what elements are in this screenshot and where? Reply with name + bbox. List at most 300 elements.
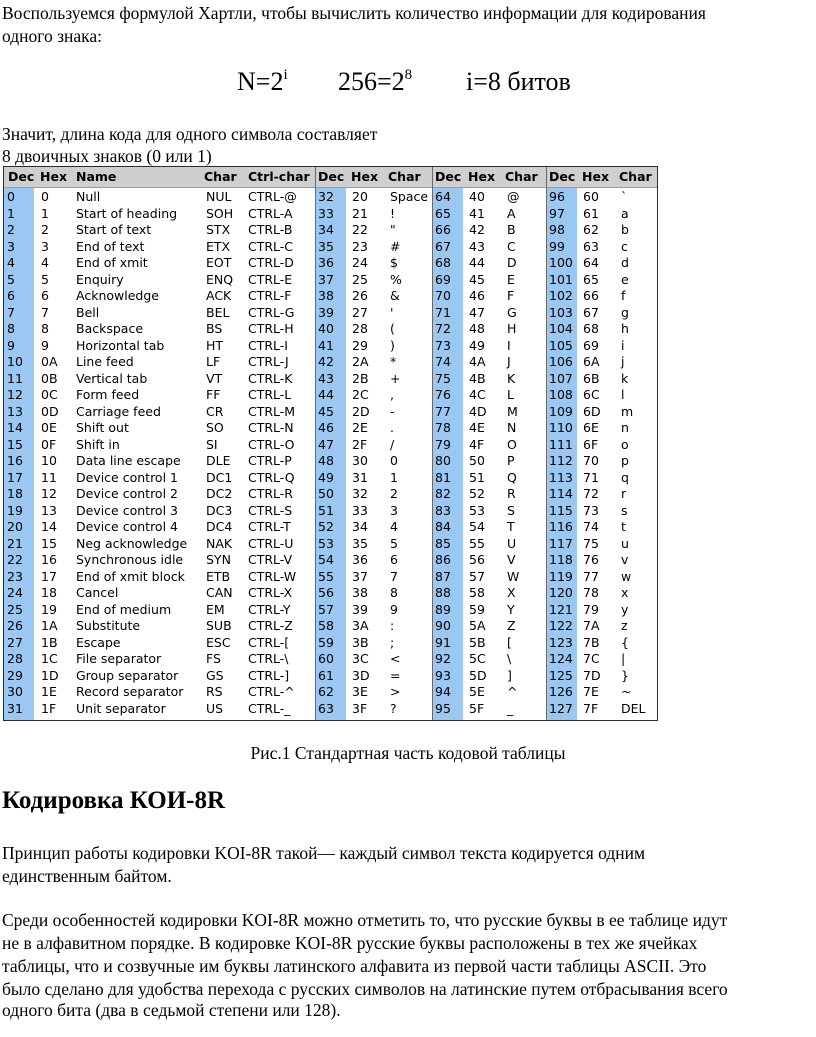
cell-char: ; <box>390 634 395 650</box>
cell-hex: 40 <box>469 189 485 204</box>
cell-hex: 32 <box>352 486 368 501</box>
cell-ctrl: CTRL-\ <box>248 651 289 666</box>
cell-hex: 1F <box>41 700 57 716</box>
cell-char: l <box>621 387 625 402</box>
cell-name: Bell <box>76 304 100 320</box>
cell-dec: 33 <box>318 205 334 221</box>
cell-dec: 98 <box>549 222 565 237</box>
cell-ctrl: CTRL-S <box>248 502 293 518</box>
cell-char: Z <box>507 618 516 633</box>
cell-char: m <box>621 403 634 419</box>
cell-hex: 28 <box>352 321 368 336</box>
cell-ctrl: CTRL-[ <box>248 634 290 650</box>
column-header-ctrl: Ctrl-char <box>248 169 310 184</box>
cell-dec: 120 <box>549 585 573 600</box>
cell-hex: 6F <box>583 436 599 452</box>
cell-char: X <box>507 585 516 600</box>
cell-char: - <box>390 403 395 419</box>
cell-dec: 47 <box>318 436 334 452</box>
column-header-name: Name <box>76 169 117 184</box>
cell-char: 6 <box>390 552 398 567</box>
cell-dec: 95 <box>435 700 451 716</box>
cell-dec: 79 <box>435 436 451 452</box>
cell-char: ? <box>390 700 397 716</box>
cell-name: Device control 1 <box>76 469 178 485</box>
cell-ctrl: CTRL-D <box>248 255 294 270</box>
cell-hex: 16 <box>41 552 57 567</box>
cell-hex: 2E <box>352 420 368 435</box>
cell-hex: 26 <box>352 288 368 303</box>
cell-char: F <box>507 288 515 303</box>
cell-char: P <box>507 453 515 468</box>
cell-dec: 42 <box>318 354 334 369</box>
cell-dec: 82 <box>435 486 451 501</box>
cell-char: ESC <box>206 634 231 650</box>
cell-char: CAN <box>206 585 233 600</box>
cell-char: V <box>507 552 516 567</box>
cell-char: n <box>621 420 629 435</box>
cell-hex: 50 <box>469 453 485 468</box>
cell-char: b <box>621 222 629 237</box>
cell-hex: 31 <box>352 469 368 485</box>
column-header-hex: Hex <box>40 169 68 184</box>
cell-char: K <box>507 370 516 386</box>
cell-dec: 21 <box>7 535 23 551</box>
cell-dec: 3 <box>7 238 15 254</box>
cell-char: ) <box>390 337 395 353</box>
cell-char: M <box>507 403 518 419</box>
cell-char: ETB <box>206 568 231 584</box>
cell-char: r <box>621 486 627 501</box>
cell-char: N <box>507 420 517 435</box>
cell-hex: 27 <box>352 304 368 320</box>
cell-hex: 6A <box>583 354 600 369</box>
cell-hex: 11 <box>41 469 57 485</box>
cell-dec: 26 <box>7 618 23 633</box>
cell-hex: 3A <box>352 618 369 633</box>
cell-name: Backspace <box>76 321 144 336</box>
cell-dec: 64 <box>435 189 451 204</box>
cell-ctrl: CTRL-C <box>248 238 294 254</box>
cell-hex: 7C <box>583 651 600 666</box>
column-header-dec: Dec <box>8 169 35 184</box>
cell-dec: 111 <box>549 436 573 452</box>
cell-dec: 106 <box>549 354 573 369</box>
cell-char: = <box>390 667 401 683</box>
cell-char: SI <box>206 436 218 452</box>
cell-char: & <box>390 288 400 303</box>
ascii-group-2 <box>315 167 432 720</box>
cell-hex: 68 <box>583 321 599 336</box>
cell-char: ETX <box>206 238 231 254</box>
cell-hex: 46 <box>469 288 485 303</box>
cell-hex: 2 <box>41 222 49 237</box>
cell-dec: 39 <box>318 304 334 320</box>
column-header-dec: Dec <box>549 169 576 184</box>
cell-char: CR <box>206 403 224 419</box>
cell-name: Substitute <box>76 618 141 633</box>
cell-char: DLE <box>206 453 231 468</box>
cell-ctrl: CTRL-@ <box>248 189 297 204</box>
cell-char: S <box>507 502 515 518</box>
cell-dec: 63 <box>318 700 334 716</box>
column-header-hex: Hex <box>351 169 379 184</box>
cell-hex: 4D <box>469 403 487 419</box>
cell-hex: 6D <box>583 403 601 419</box>
cell-hex: 10 <box>41 453 57 468</box>
cell-char: J <box>507 354 511 369</box>
para2-line-3: таблицы, что и созвучные им буквы латинского алфавита из первой части таблицы ASCII. Это <box>2 956 707 976</box>
cell-hex: 65 <box>583 271 599 287</box>
cell-char: 8 <box>390 585 398 600</box>
cell-ctrl: CTRL-H <box>248 321 294 336</box>
cell-hex: 73 <box>583 502 599 518</box>
cell-dec: 37 <box>318 271 334 287</box>
para2-line-2: не в алфавитном порядке. В кодировке KOI-8R русские буквы расположены в тех же ячейках <box>2 933 698 953</box>
cell-char: ENQ <box>206 271 234 287</box>
cell-dec: 61 <box>318 667 334 683</box>
group-divider <box>546 167 547 720</box>
cell-dec: 22 <box>7 552 23 567</box>
cell-hex: 4B <box>469 370 486 386</box>
cell-ctrl: CTRL-M <box>248 403 296 419</box>
cell-dec: 28 <box>7 651 23 666</box>
cell-char: Q <box>507 469 517 485</box>
ascii-group-3 <box>432 167 546 720</box>
cell-dec: 35 <box>318 238 334 254</box>
cell-char: FS <box>206 651 221 666</box>
cell-dec: 29 <box>7 667 23 683</box>
cell-char: B <box>507 222 516 237</box>
cell-dec: 87 <box>435 568 451 584</box>
cell-dec: 121 <box>549 601 573 617</box>
cell-char: ACK <box>206 288 232 303</box>
cell-ctrl: CTRL-Q <box>248 469 295 485</box>
cell-dec: 125 <box>549 667 573 683</box>
cell-hex: 2B <box>352 370 369 386</box>
cell-char: G <box>507 304 517 320</box>
cell-hex: 61 <box>583 205 599 221</box>
cell-dec: 68 <box>435 255 451 270</box>
cell-char: j <box>621 354 625 369</box>
cell-dec: 100 <box>549 255 573 270</box>
cell-char: ! <box>390 205 396 221</box>
cell-dec: 18 <box>7 486 23 501</box>
cell-char: # <box>390 238 401 254</box>
cell-char: : <box>390 618 395 633</box>
column-header-dec: Dec <box>318 169 345 184</box>
cell-hex: 1E <box>41 684 57 699</box>
cell-hex: 5C <box>469 651 486 666</box>
cell-char: ' <box>390 304 394 320</box>
cell-ctrl: CTRL-T <box>248 519 291 534</box>
cell-dec: 0 <box>7 189 15 204</box>
cell-hex: 53 <box>469 502 485 518</box>
cell-dec: 67 <box>435 238 451 254</box>
ascii-group-control <box>4 167 315 720</box>
cell-dec: 60 <box>318 651 334 666</box>
cell-char: VT <box>206 370 223 386</box>
cell-char: EM <box>206 601 225 617</box>
cell-hex: 3D <box>352 667 370 683</box>
cell-char: H <box>507 321 517 336</box>
cell-hex: 18 <box>41 585 57 600</box>
cell-hex: 22 <box>352 222 368 237</box>
cell-hex: 8 <box>41 321 49 336</box>
cell-hex: 74 <box>583 519 599 534</box>
cell-char: 1 <box>390 469 398 485</box>
column-header-char: Char <box>619 169 652 184</box>
cell-name: Record separator <box>76 684 184 699</box>
cell-hex: 4C <box>469 387 486 402</box>
cell-hex: 6C <box>583 387 600 402</box>
cell-char: " <box>390 222 396 237</box>
cell-ctrl: CTRL-I <box>248 337 288 353</box>
cell-char: v <box>621 552 629 567</box>
cell-dec: 103 <box>549 304 573 320</box>
cell-char: + <box>390 370 401 386</box>
cell-ctrl: CTRL-A <box>248 205 293 221</box>
cell-char: BS <box>206 321 223 336</box>
formula-256 <box>338 67 412 97</box>
cell-hex: 1C <box>41 651 58 666</box>
cell-dec: 1 <box>7 205 15 221</box>
cell-char: 0 <box>390 453 398 468</box>
cell-dec: 119 <box>549 568 573 584</box>
cell-hex: 44 <box>469 255 485 270</box>
para2-line-1: Среди особенностей кодировки KOI-8R можно отметить то, что русские буквы в ее таблице идут <box>2 910 728 930</box>
cell-hex: 36 <box>352 552 368 567</box>
cell-hex: 2A <box>352 354 369 369</box>
cell-name: Enquiry <box>76 271 124 287</box>
cell-char: $ <box>390 255 398 270</box>
cell-ctrl: CTRL-V <box>248 552 293 567</box>
cell-hex: 51 <box>469 469 485 485</box>
cell-hex: 3C <box>352 651 369 666</box>
cell-dec: 117 <box>549 535 573 551</box>
cell-dec: 46 <box>318 420 334 435</box>
cell-hex: 7 <box>41 304 49 320</box>
cell-dec: 112 <box>549 453 573 468</box>
cell-dec: 16 <box>7 453 23 468</box>
cell-char: 2 <box>390 486 398 501</box>
cell-hex: 0D <box>41 403 59 419</box>
cell-hex: 6B <box>583 370 600 386</box>
cell-dec: 84 <box>435 519 451 534</box>
cell-char: FF <box>206 387 221 402</box>
cell-dec: 27 <box>7 634 23 650</box>
cell-dec: 94 <box>435 684 451 699</box>
cell-char: DEL <box>621 700 646 716</box>
cell-char: u <box>621 535 629 551</box>
cell-dec: 93 <box>435 667 451 683</box>
cell-hex: 5A <box>469 618 486 633</box>
cell-dec: 114 <box>549 486 573 501</box>
cell-dec: 59 <box>318 634 334 650</box>
cell-dec: 97 <box>549 205 565 221</box>
cell-char: 9 <box>390 601 398 617</box>
cell-hex: 6E <box>583 420 599 435</box>
cell-char: @ <box>507 189 520 204</box>
para1-line-1: Принцип работы кодировки KOI-8R такой— каждый символ текста кодируется одним <box>2 843 646 863</box>
cell-name: Neg acknowledge <box>76 535 188 551</box>
cell-ctrl: CTRL-] <box>248 667 290 683</box>
cell-dec: 14 <box>7 420 23 435</box>
cell-hex: 5B <box>469 634 486 650</box>
cell-char: q <box>621 469 629 485</box>
cell-hex: 4 <box>41 255 49 270</box>
cell-hex: 0F <box>41 436 57 452</box>
cell-hex: 63 <box>583 238 599 254</box>
cell-name: Cancel <box>76 585 119 600</box>
cell-hex: 29 <box>352 337 368 353</box>
cell-char: NAK <box>206 535 233 551</box>
column-header-hex: Hex <box>468 169 496 184</box>
cell-hex: 62 <box>583 222 599 237</box>
cell-dec: 13 <box>7 403 23 419</box>
cell-char: DC3 <box>206 502 233 518</box>
cell-char: HT <box>206 337 224 353</box>
cell-hex: 15 <box>41 535 57 551</box>
cell-dec: 86 <box>435 552 451 567</box>
cell-hex: 76 <box>583 552 599 567</box>
cell-char: a <box>621 205 629 221</box>
cell-dec: 96 <box>549 189 565 204</box>
cell-char: ~ <box>621 684 632 699</box>
cell-char: RS <box>206 684 223 699</box>
cell-char: f <box>621 288 626 303</box>
cell-dec: 34 <box>318 222 334 237</box>
cell-hex: 3B <box>352 634 369 650</box>
cell-char: A <box>507 205 516 221</box>
cell-dec: 58 <box>318 618 334 633</box>
cell-char: 7 <box>390 568 398 584</box>
column-header-char: Char <box>388 169 421 184</box>
cell-hex: 5 <box>41 271 49 287</box>
cell-name: File separator <box>76 651 162 666</box>
cell-hex: 71 <box>583 469 599 485</box>
cell-dec: 6 <box>7 288 15 303</box>
cell-dec: 43 <box>318 370 334 386</box>
cell-dec: 53 <box>318 535 334 551</box>
cell-char: BEL <box>206 304 230 320</box>
cell-dec: 69 <box>435 271 451 287</box>
para1-line-2: единственным байтом. <box>2 866 172 886</box>
cell-char: L <box>507 387 514 402</box>
cell-dec: 78 <box>435 420 451 435</box>
cell-char: Y <box>507 601 515 617</box>
column-header-dec: Dec <box>435 169 462 184</box>
cell-dec: 5 <box>7 271 15 287</box>
cell-char: | <box>621 651 626 666</box>
cell-hex: 1B <box>41 634 58 650</box>
cell-char: { <box>621 634 629 650</box>
cell-dec: 32 <box>318 189 334 204</box>
cell-char: o <box>621 436 629 452</box>
cell-hex: 43 <box>469 238 485 254</box>
cell-char: x <box>621 585 629 600</box>
cell-dec: 76 <box>435 387 451 402</box>
cell-name: Horizontal tab <box>76 337 165 353</box>
cell-hex: 4A <box>469 354 486 369</box>
cell-dec: 108 <box>549 387 573 402</box>
conclusion-line-2: 8 двоичных знаков (0 или 1) <box>2 146 212 166</box>
intro-line-2: одного знака: <box>2 26 103 46</box>
cell-hex: 4E <box>469 420 485 435</box>
cell-dec: 44 <box>318 387 334 402</box>
cell-dec: 70 <box>435 288 451 303</box>
cell-hex: 0B <box>41 370 58 386</box>
column-header-char: Char <box>204 169 237 184</box>
cell-hex: 33 <box>352 502 368 518</box>
cell-hex: 75 <box>583 535 599 551</box>
cell-dec: 105 <box>549 337 573 353</box>
cell-hex: 2C <box>352 387 369 402</box>
cell-dec: 92 <box>435 651 451 666</box>
formula-n-base: N=2 <box>237 67 284 96</box>
cell-ctrl: CTRL-R <box>248 486 293 501</box>
cell-name: Shift out <box>76 420 129 435</box>
cell-dec: 4 <box>7 255 15 270</box>
cell-name: Synchronous idle <box>76 552 184 567</box>
cell-char: Space <box>390 189 429 204</box>
cell-dec: 41 <box>318 337 334 353</box>
cell-char: h <box>621 321 629 336</box>
formula-i: i=8 битов <box>466 67 571 96</box>
cell-hex: 1A <box>41 618 58 633</box>
cell-dec: 104 <box>549 321 573 336</box>
cell-dec: 51 <box>318 502 334 518</box>
ascii-group-4 <box>546 167 657 720</box>
cell-hex: 7E <box>583 684 599 699</box>
cell-hex: 64 <box>583 255 599 270</box>
cell-dec: 10 <box>7 354 23 369</box>
cell-ctrl: CTRL-O <box>248 436 295 452</box>
cell-name: Acknowledge <box>76 288 159 303</box>
cell-char: T <box>507 519 515 534</box>
cell-char: O <box>507 436 517 452</box>
cell-dec: 101 <box>549 271 573 287</box>
cell-hex: 2F <box>352 436 368 452</box>
formula-256-exp: 8 <box>404 67 413 83</box>
cell-char: I <box>507 337 511 353</box>
cell-dec: 85 <box>435 535 451 551</box>
cell-hex: 78 <box>583 585 599 600</box>
cell-char: SYN <box>206 552 231 567</box>
cell-char: % <box>390 271 402 287</box>
cell-char: i <box>621 337 625 353</box>
cell-name: Carriage feed <box>76 403 161 419</box>
cell-dec: 77 <box>435 403 451 419</box>
cell-hex: 20 <box>352 189 368 204</box>
cell-dec: 31 <box>7 700 23 716</box>
cell-char: < <box>390 651 401 666</box>
cell-ctrl: CTRL-K <box>248 370 293 386</box>
cell-hex: 1D <box>41 667 59 683</box>
cell-dec: 71 <box>435 304 451 320</box>
cell-dec: 9 <box>7 337 15 353</box>
cell-ctrl: CTRL-_ <box>248 700 291 716</box>
cell-hex: 57 <box>469 568 485 584</box>
cell-ctrl: CTRL-Y <box>248 601 291 617</box>
cell-ctrl: CTRL-X <box>248 585 293 600</box>
group-divider <box>315 167 316 720</box>
cell-dec: 17 <box>7 469 23 485</box>
cell-hex: 0C <box>41 387 58 402</box>
cell-dec: 45 <box>318 403 334 419</box>
cell-char: LF <box>206 354 221 369</box>
cell-dec: 124 <box>549 651 573 666</box>
